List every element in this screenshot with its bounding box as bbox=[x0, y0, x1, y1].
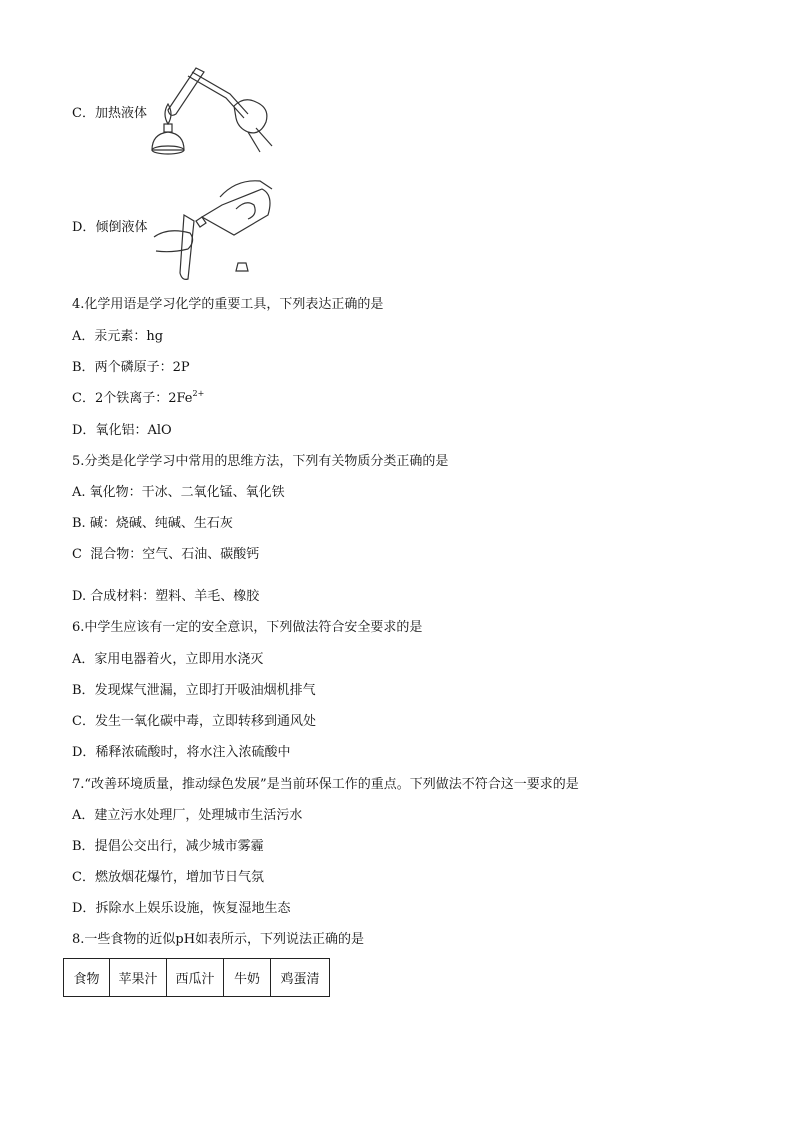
option-text: 发生一氧化碳中毒，立即转移到通风处 bbox=[94, 714, 316, 729]
table-row bbox=[64, 959, 330, 997]
option-label: B． bbox=[72, 839, 95, 854]
table-cell: 西瓜汁 bbox=[167, 959, 224, 997]
option-label: B. bbox=[72, 516, 86, 531]
table-cell: 牛奶 bbox=[224, 959, 271, 997]
option-label: C． bbox=[72, 870, 95, 885]
option-label: B． bbox=[72, 360, 95, 375]
q4-option-d bbox=[72, 423, 172, 439]
option-text: 2个铁离子：2Fe bbox=[94, 391, 193, 406]
option-label: C． bbox=[72, 714, 95, 729]
q4-option-b bbox=[72, 360, 190, 376]
option-text: 汞元素：hg bbox=[94, 329, 164, 344]
q6-option-c bbox=[72, 714, 316, 730]
option-text: 合成材料：塑料、羊毛、橡胶 bbox=[90, 589, 260, 604]
option-label: C． bbox=[72, 391, 95, 406]
q5-option-a bbox=[72, 485, 285, 501]
q8-stem: 8.一些食物的近似pH如表所示，下列说法正确的是 bbox=[72, 932, 365, 947]
option-label: A． bbox=[72, 808, 95, 823]
q7-option-c bbox=[72, 870, 264, 886]
option-text: 倾倒液体 bbox=[95, 220, 148, 235]
q7-option-b bbox=[72, 839, 264, 855]
q4-stem: 4.化学用语是学习化学的重要工具，下列表达正确的是 bbox=[72, 297, 384, 312]
table-cell: 食物 bbox=[64, 959, 110, 997]
option-label: C bbox=[72, 547, 82, 562]
q3-option-c bbox=[72, 106, 147, 122]
option-text: 氧化物：干冰、二氧化锰、氧化铁 bbox=[89, 485, 285, 500]
option-label: D． bbox=[72, 745, 96, 760]
q5-stem: 5.分类是化学学习中常用的思维方法，下列有关物质分类正确的是 bbox=[72, 454, 449, 469]
option-text: 混合物：空气、石油、碳酸钙 bbox=[90, 547, 260, 562]
heating-liquid-illustration bbox=[148, 62, 278, 162]
option-label: D. bbox=[72, 589, 87, 604]
option-text: 家用电器着火，立即用水浇灭 bbox=[94, 652, 264, 667]
table-cell: 苹果汁 bbox=[110, 959, 167, 997]
option-text: 提倡公交出行，减少城市雾霾 bbox=[94, 839, 264, 854]
q7-stem: 7.“改善环境质量，推动绿色发展”是当前环保工作的重点。下列做法不符合这一要求的是 bbox=[72, 777, 579, 792]
table-cell: 鸡蛋清 bbox=[271, 959, 330, 997]
option-text: 发现煤气泄漏，立即打开吸油烟机排气 bbox=[94, 683, 316, 698]
option-text: 加热液体 bbox=[94, 106, 147, 121]
q7-option-d bbox=[72, 901, 290, 917]
q3-option-d bbox=[72, 220, 147, 236]
option-label: D． bbox=[72, 220, 96, 235]
option-label: B． bbox=[72, 683, 95, 698]
option-label: D． bbox=[72, 901, 96, 916]
option-text: 燃放烟花爆竹，增加节日气氛 bbox=[94, 870, 264, 885]
q5-option-d bbox=[72, 589, 259, 605]
q4-option-c bbox=[72, 391, 204, 407]
q4-option-a bbox=[72, 329, 163, 345]
option-text: 碱：烧碱、纯碱、生石灰 bbox=[89, 516, 233, 531]
option-text: 两个磷原子：2P bbox=[94, 360, 190, 375]
option-label: A. bbox=[72, 485, 86, 500]
q6-option-d bbox=[72, 745, 290, 761]
ph-table bbox=[63, 958, 330, 997]
charge-superscript: 2+ bbox=[192, 389, 205, 398]
option-text: 稀释浓硫酸时，将水注入浓硫酸中 bbox=[95, 745, 291, 760]
option-text: 建立污水处理厂，处理城市生活污水 bbox=[94, 808, 303, 823]
q5-option-c bbox=[72, 547, 259, 563]
option-label: A． bbox=[72, 652, 95, 667]
pouring-liquid-illustration bbox=[150, 175, 275, 285]
q7-option-a bbox=[72, 808, 302, 824]
option-text: 氧化铝：AlO bbox=[95, 423, 172, 438]
option-label: D． bbox=[72, 423, 96, 438]
q5-option-b bbox=[72, 516, 233, 532]
q6-stem: 6.中学生应该有一定的安全意识，下列做法符合安全要求的是 bbox=[72, 620, 423, 635]
q6-option-b bbox=[72, 683, 316, 699]
option-text: 拆除水上娱乐设施，恢复湿地生态 bbox=[95, 901, 291, 916]
option-label: A． bbox=[72, 329, 95, 344]
option-label: C． bbox=[72, 106, 95, 121]
q6-option-a bbox=[72, 652, 263, 668]
